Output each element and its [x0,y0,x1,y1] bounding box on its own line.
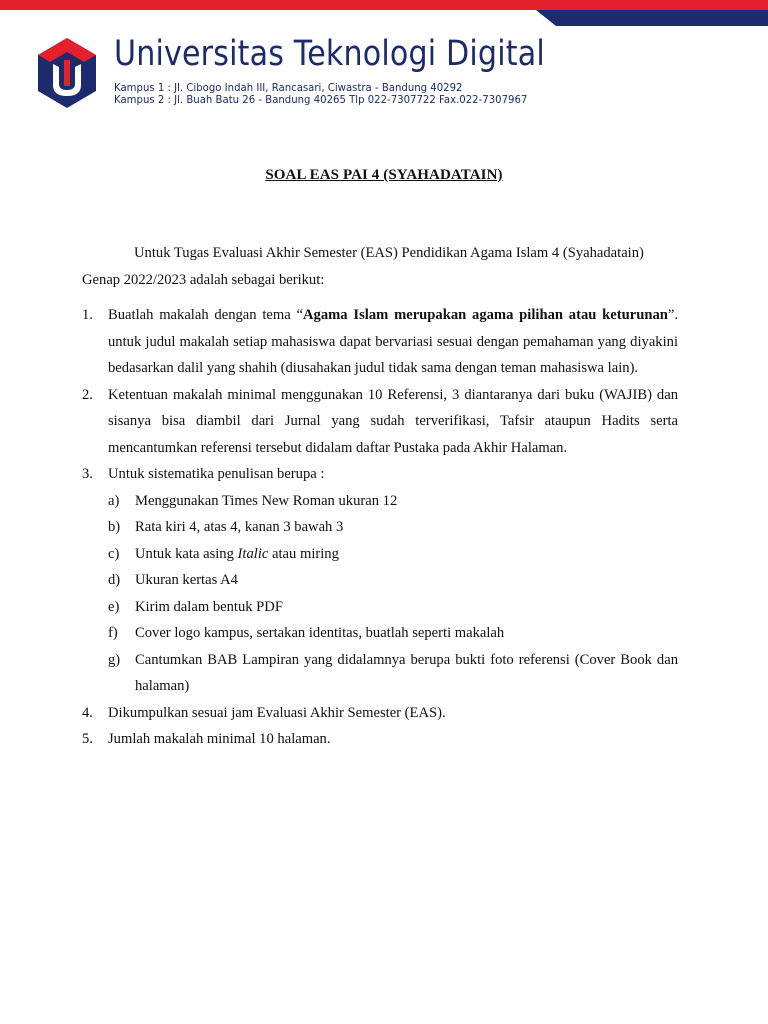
sub-list-item [108,647,678,700]
item-text: Dikumpulkan sesuai jam Evaluasi Akhir Semester (EAS). [108,704,446,721]
italic-example-text: Italic [237,545,269,562]
sub-list-item [108,594,678,621]
intro-paragraph: Untuk Tugas Evaluasi Akhir Semester (EAS) Pendidikan Agama Islam 4 (Syahadatain) [134,245,644,261]
sub-item-text: Ukuran kertas A4 [135,572,238,588]
sub-list-item [108,488,678,515]
university-name: Universitas Teknologi Digital [114,34,545,74]
list-item [82,382,678,462]
sub-item-text-start: Untuk kata asing [135,545,238,562]
campus-2-address: Kampus 2 : Jl. Buah Batu 26 - Bandung 40265 Tlp 022-7307722 Fax.022-7307967 [114,93,528,106]
item-number: 2. [82,386,93,403]
item-text-end: ”. untuk judul makalah setiap mahasiswa dapat bervariasi sesuai dengan pemahaman yang diyakini bedasarkan dalil yang shahih (diusahakan judul tidak sama dengan teman mahasiswa lain). [108,307,678,376]
formatting-sublist [108,488,678,700]
sub-list-item [108,541,678,568]
list-item [82,461,678,700]
sub-item-letter: e) [108,598,120,615]
sub-item-letter: g) [108,651,121,668]
sub-list-item [108,514,678,541]
document-title: SOAL EAS PAI 4 (SYAHADATAIN) [265,167,503,183]
item-number: 1. [82,307,93,323]
item-text: Ketentuan makalah minimal menggunakan 10 Referensi, 3 diantaranya dari buku (WAJIB) dan sisanya bisa diambil dari Jurnal yang sudah terverifikasi, Tafsir ataupun Hadits serta mencantumkan referensi tersebut didalam daftar Pustaka pada Akhir Halaman. [108,386,678,456]
sub-item-text: Menggunakan Times New Roman ukuran 12 [135,492,398,509]
list-item [82,726,678,753]
letterhead [36,36,736,112]
item-text: Jumlah makalah minimal 10 halaman. [108,731,331,747]
sub-item-text: Rata kiri 4, atas 4, kanan 3 bawah 3 [135,519,344,535]
list-item [82,700,678,727]
sub-item-text: Cantumkan BAB Lampiran yang didalamnya berupa bukti foto referensi (Cover Book dan halaman) [135,651,678,694]
intro-paragraph-continued: Genap 2022/2023 adalah sebagai berikut: [82,271,325,288]
document-body [82,240,678,753]
sub-item-letter: d) [108,572,121,588]
list-item [82,302,678,382]
sub-item-letter: a) [108,492,120,509]
theme-bold-text: Agama Islam merupakan agama pilihan atau keturunan [303,307,668,323]
item-number: 4. [82,704,93,721]
sub-list-item [108,620,678,647]
header-color-bar [0,0,768,26]
item-text: Untuk sistematika penulisan berupa : [108,466,325,482]
instructions-list [82,302,678,753]
item-text-start: Buatlah makalah dengan tema “ [108,307,304,323]
sub-item-letter: c) [108,545,120,562]
item-text [108,302,678,382]
campus-1-address: Kampus 1 : Jl. Cibogo Indah III, Rancasari, Ciwastra - Bandung 40292 [114,81,463,94]
sub-item-letter: b) [108,519,121,535]
sub-item-text [135,541,678,568]
sub-list-item [108,567,678,594]
item-number: 5. [82,731,93,747]
sub-item-text: Kirim dalam bentuk PDF [135,598,283,615]
sub-item-text: Cover logo kampus, sertakan identitas, buatlah seperti makalah [135,625,505,641]
university-shield-logo-icon [36,36,98,110]
sub-item-text-end: atau miring [268,545,339,562]
sub-item-letter: f) [108,625,118,641]
item-number: 3. [82,466,93,482]
